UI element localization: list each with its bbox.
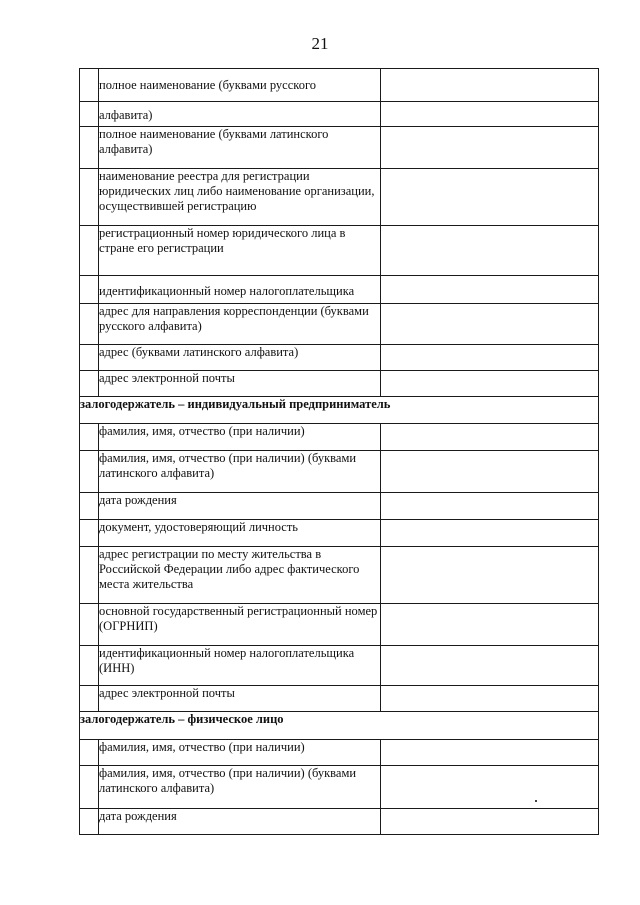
- field-label: фамилия, имя, отчество (при наличии): [99, 424, 381, 451]
- index-cell: [80, 547, 99, 604]
- field-label: фамилия, имя, отчество (при наличии) (буквами латинского алфавита): [99, 451, 381, 493]
- field-label: алфавита): [99, 102, 381, 127]
- index-cell: [80, 276, 99, 304]
- field-label: идентификационный номер налогоплательщика: [99, 276, 381, 304]
- index-cell: [80, 371, 99, 397]
- field-label: фамилия, имя, отчество (при наличии) (буквами латинского алфавита): [99, 766, 381, 809]
- field-label: идентификационный номер налогоплательщика (ИНН): [99, 646, 381, 686]
- index-cell: [80, 766, 99, 809]
- table-row: [80, 69, 599, 102]
- field-label: адрес (буквами латинского алфавита): [99, 345, 381, 371]
- index-cell: [80, 345, 99, 371]
- value-cell[interactable]: [381, 520, 599, 547]
- value-cell[interactable]: [381, 740, 599, 766]
- value-cell[interactable]: [381, 646, 599, 686]
- value-cell[interactable]: [381, 226, 599, 276]
- field-label: дата рождения: [99, 493, 381, 520]
- value-cell[interactable]: [381, 276, 599, 304]
- index-cell: [80, 686, 99, 712]
- value-cell[interactable]: [381, 604, 599, 646]
- index-cell: [80, 646, 99, 686]
- table-row: [80, 809, 599, 835]
- table-row: [80, 304, 599, 345]
- table-row: [80, 127, 599, 169]
- field-label: дата рождения: [99, 809, 381, 835]
- index-cell: [80, 493, 99, 520]
- index-cell: [80, 740, 99, 766]
- value-cell[interactable]: [381, 345, 599, 371]
- section-row: [80, 397, 599, 424]
- value-cell[interactable]: [381, 127, 599, 169]
- table-row: [80, 371, 599, 397]
- table-row: [80, 451, 599, 493]
- table-row: [80, 520, 599, 547]
- index-cell: [80, 520, 99, 547]
- value-cell[interactable]: [381, 424, 599, 451]
- table-row: [80, 276, 599, 304]
- field-label: фамилия, имя, отчество (при наличии): [99, 740, 381, 766]
- section-heading-individual-entrepreneur: залогодержатель – индивидуальный предприниматель: [80, 397, 599, 424]
- field-label: адрес для направления корреспонденции (буквами русского алфавита): [99, 304, 381, 345]
- field-label: адрес электронной почты: [99, 686, 381, 712]
- scan-speck: [535, 800, 537, 802]
- index-cell: [80, 304, 99, 345]
- field-label: адрес электронной почты: [99, 371, 381, 397]
- table-row: [80, 740, 599, 766]
- pledge-registration-form-table: [79, 68, 599, 835]
- field-label: наименование реестра для регистрации юридических лиц либо наименование организации, осуществившей регистрацию: [99, 169, 381, 226]
- table-row: [80, 345, 599, 371]
- index-cell: [80, 604, 99, 646]
- value-cell[interactable]: [381, 547, 599, 604]
- table-row: [80, 686, 599, 712]
- table-row: [80, 493, 599, 520]
- value-cell[interactable]: [381, 451, 599, 493]
- value-cell[interactable]: [381, 102, 599, 127]
- table-row: [80, 226, 599, 276]
- field-label: документ, удостоверяющий личность: [99, 520, 381, 547]
- index-cell: [80, 424, 99, 451]
- value-cell[interactable]: [381, 304, 599, 345]
- table-row: [80, 646, 599, 686]
- index-cell: [80, 226, 99, 276]
- value-cell[interactable]: [381, 766, 599, 809]
- field-label: основной государственный регистрационный номер (ОГРНИП): [99, 604, 381, 646]
- section-heading-natural-person: залогодержатель – физическое лицо: [80, 712, 599, 740]
- table-row: [80, 169, 599, 226]
- table-row: [80, 424, 599, 451]
- table-row: [80, 102, 599, 127]
- index-cell: [80, 451, 99, 493]
- index-cell: [80, 127, 99, 169]
- field-label: регистрационный номер юридического лица в стране его регистрации: [99, 226, 381, 276]
- index-cell: [80, 69, 99, 102]
- page-number: 21: [311, 34, 329, 53]
- section-row: [80, 712, 599, 740]
- table-row: [80, 604, 599, 646]
- table-row: [80, 547, 599, 604]
- index-cell: [80, 102, 99, 127]
- field-label: полное наименование (буквами латинского алфавита): [99, 127, 381, 169]
- field-label: полное наименование (буквами русского: [99, 69, 381, 102]
- value-cell[interactable]: [381, 371, 599, 397]
- index-cell: [80, 809, 99, 835]
- table-row: [80, 766, 599, 809]
- value-cell[interactable]: [381, 169, 599, 226]
- value-cell[interactable]: [381, 809, 599, 835]
- value-cell[interactable]: [381, 69, 599, 102]
- value-cell[interactable]: [381, 493, 599, 520]
- index-cell: [80, 169, 99, 226]
- value-cell[interactable]: [381, 686, 599, 712]
- field-label: адрес регистрации по месту жительства в Российской Федерации либо адрес фактического места жительства: [99, 547, 381, 604]
